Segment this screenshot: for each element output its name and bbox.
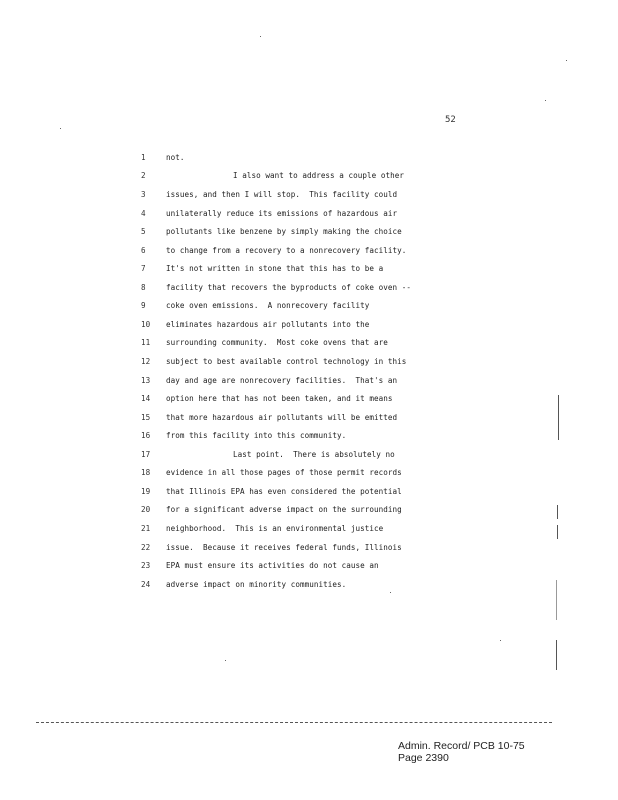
line-text: pollutants like benzene by simply making the choice	[166, 227, 402, 236]
line-text: issue. Because it receives federal funds, Illinois	[166, 543, 402, 552]
line-text: surrounding community. Most coke ovens that are	[166, 338, 388, 347]
line-number: 2	[141, 171, 146, 180]
transcript-line	[0, 429, 618, 443]
line-text: subject to best available control technology in this	[166, 357, 407, 366]
line-number: 24	[141, 580, 151, 589]
transcript-line	[0, 392, 618, 406]
transcript-line	[0, 522, 618, 536]
line-number: 23	[141, 561, 151, 570]
transcript-line	[0, 262, 618, 276]
line-number: 20	[141, 505, 151, 514]
line-text: coke oven emissions. A nonrecovery facility	[166, 301, 370, 310]
scan-mark	[558, 395, 559, 440]
line-number: 10	[141, 320, 151, 329]
stamp-page: Page 2390	[398, 752, 449, 764]
line-number: 8	[141, 283, 146, 292]
line-number: 1	[141, 153, 146, 162]
line-text: for a significant adverse impact on the surrounding	[166, 505, 402, 514]
transcript-line	[0, 281, 618, 295]
stamp-record: Admin. Record/ PCB 10-75	[398, 740, 525, 752]
transcript-line	[0, 466, 618, 480]
line-number: 12	[141, 357, 151, 366]
scan-speck	[225, 660, 226, 661]
line-text: to change from a recovery to a nonrecovery facility.	[166, 246, 407, 255]
line-text: issues, and then I will stop. This facility could	[166, 190, 398, 199]
transcript-line	[0, 225, 618, 239]
line-number: 9	[141, 301, 146, 310]
line-text: evidence in all those pages of those permit records	[166, 468, 402, 477]
line-number: 4	[141, 209, 146, 218]
line-text: that Illinois EPA has even considered the potential	[166, 487, 402, 496]
transcript-line	[0, 336, 618, 350]
line-number: 3	[141, 190, 146, 199]
scan-speck	[500, 640, 501, 641]
scan-speck	[60, 128, 61, 129]
line-number: 14	[141, 394, 151, 403]
line-number: 18	[141, 468, 151, 477]
line-text: Last point. There is absolutely no	[233, 450, 395, 459]
line-text: not.	[166, 153, 185, 162]
line-text: unilaterally reduce its emissions of hazardous air	[166, 209, 398, 218]
transcript-line	[0, 355, 618, 369]
transcript-line	[0, 485, 618, 499]
scan-speck	[545, 100, 546, 101]
transcript-line	[0, 578, 618, 592]
scan-speck	[260, 36, 261, 37]
line-number: 16	[141, 431, 151, 440]
transcript-line	[0, 151, 618, 165]
transcript-line	[0, 318, 618, 332]
line-number: 11	[141, 338, 151, 347]
line-number: 19	[141, 487, 151, 496]
footer-divider	[36, 722, 552, 723]
page-number: 52	[445, 115, 456, 125]
line-number: 7	[141, 264, 146, 273]
line-text: day and age are nonrecovery facilities. That's an	[166, 376, 398, 385]
transcript-line	[0, 411, 618, 425]
line-text: neighborhood. This is an environmental justice	[166, 524, 384, 533]
scan-mark	[557, 525, 558, 539]
line-text: EPA must ensure its activities do not cause an	[166, 561, 379, 570]
line-number: 5	[141, 227, 146, 236]
admin-record-stamp	[398, 740, 525, 764]
transcript-line	[0, 541, 618, 555]
line-text: I also want to address a couple other	[233, 171, 405, 180]
line-text: facility that recovers the byproducts of coke oven --	[166, 283, 411, 292]
transcript-line	[0, 559, 618, 573]
line-number: 15	[141, 413, 151, 422]
transcript-line	[0, 207, 618, 221]
transcript-line	[0, 169, 618, 183]
line-number: 13	[141, 376, 151, 385]
transcript-line	[0, 448, 618, 462]
transcript-line	[0, 188, 618, 202]
scan-speck	[390, 592, 391, 593]
line-number: 21	[141, 524, 151, 533]
line-text: eliminates hazardous air pollutants into the	[166, 320, 370, 329]
transcript-line	[0, 374, 618, 388]
scan-mark	[557, 505, 558, 519]
line-number: 6	[141, 246, 146, 255]
transcript-line	[0, 503, 618, 517]
line-text: It's not written in stone that this has to be a	[166, 264, 384, 273]
scan-mark	[556, 580, 557, 620]
line-text: that more hazardous air pollutants will be emitted	[166, 413, 398, 422]
line-number: 22	[141, 543, 151, 552]
scan-mark	[556, 640, 557, 670]
line-text: option here that has not been taken, and it means	[166, 394, 393, 403]
line-number: 17	[141, 450, 151, 459]
line-text: adverse impact on minority communities.	[166, 580, 347, 589]
line-text: from this facility into this community.	[166, 431, 347, 440]
transcript-line	[0, 299, 618, 313]
transcript-line	[0, 244, 618, 258]
scan-speck	[566, 60, 567, 61]
